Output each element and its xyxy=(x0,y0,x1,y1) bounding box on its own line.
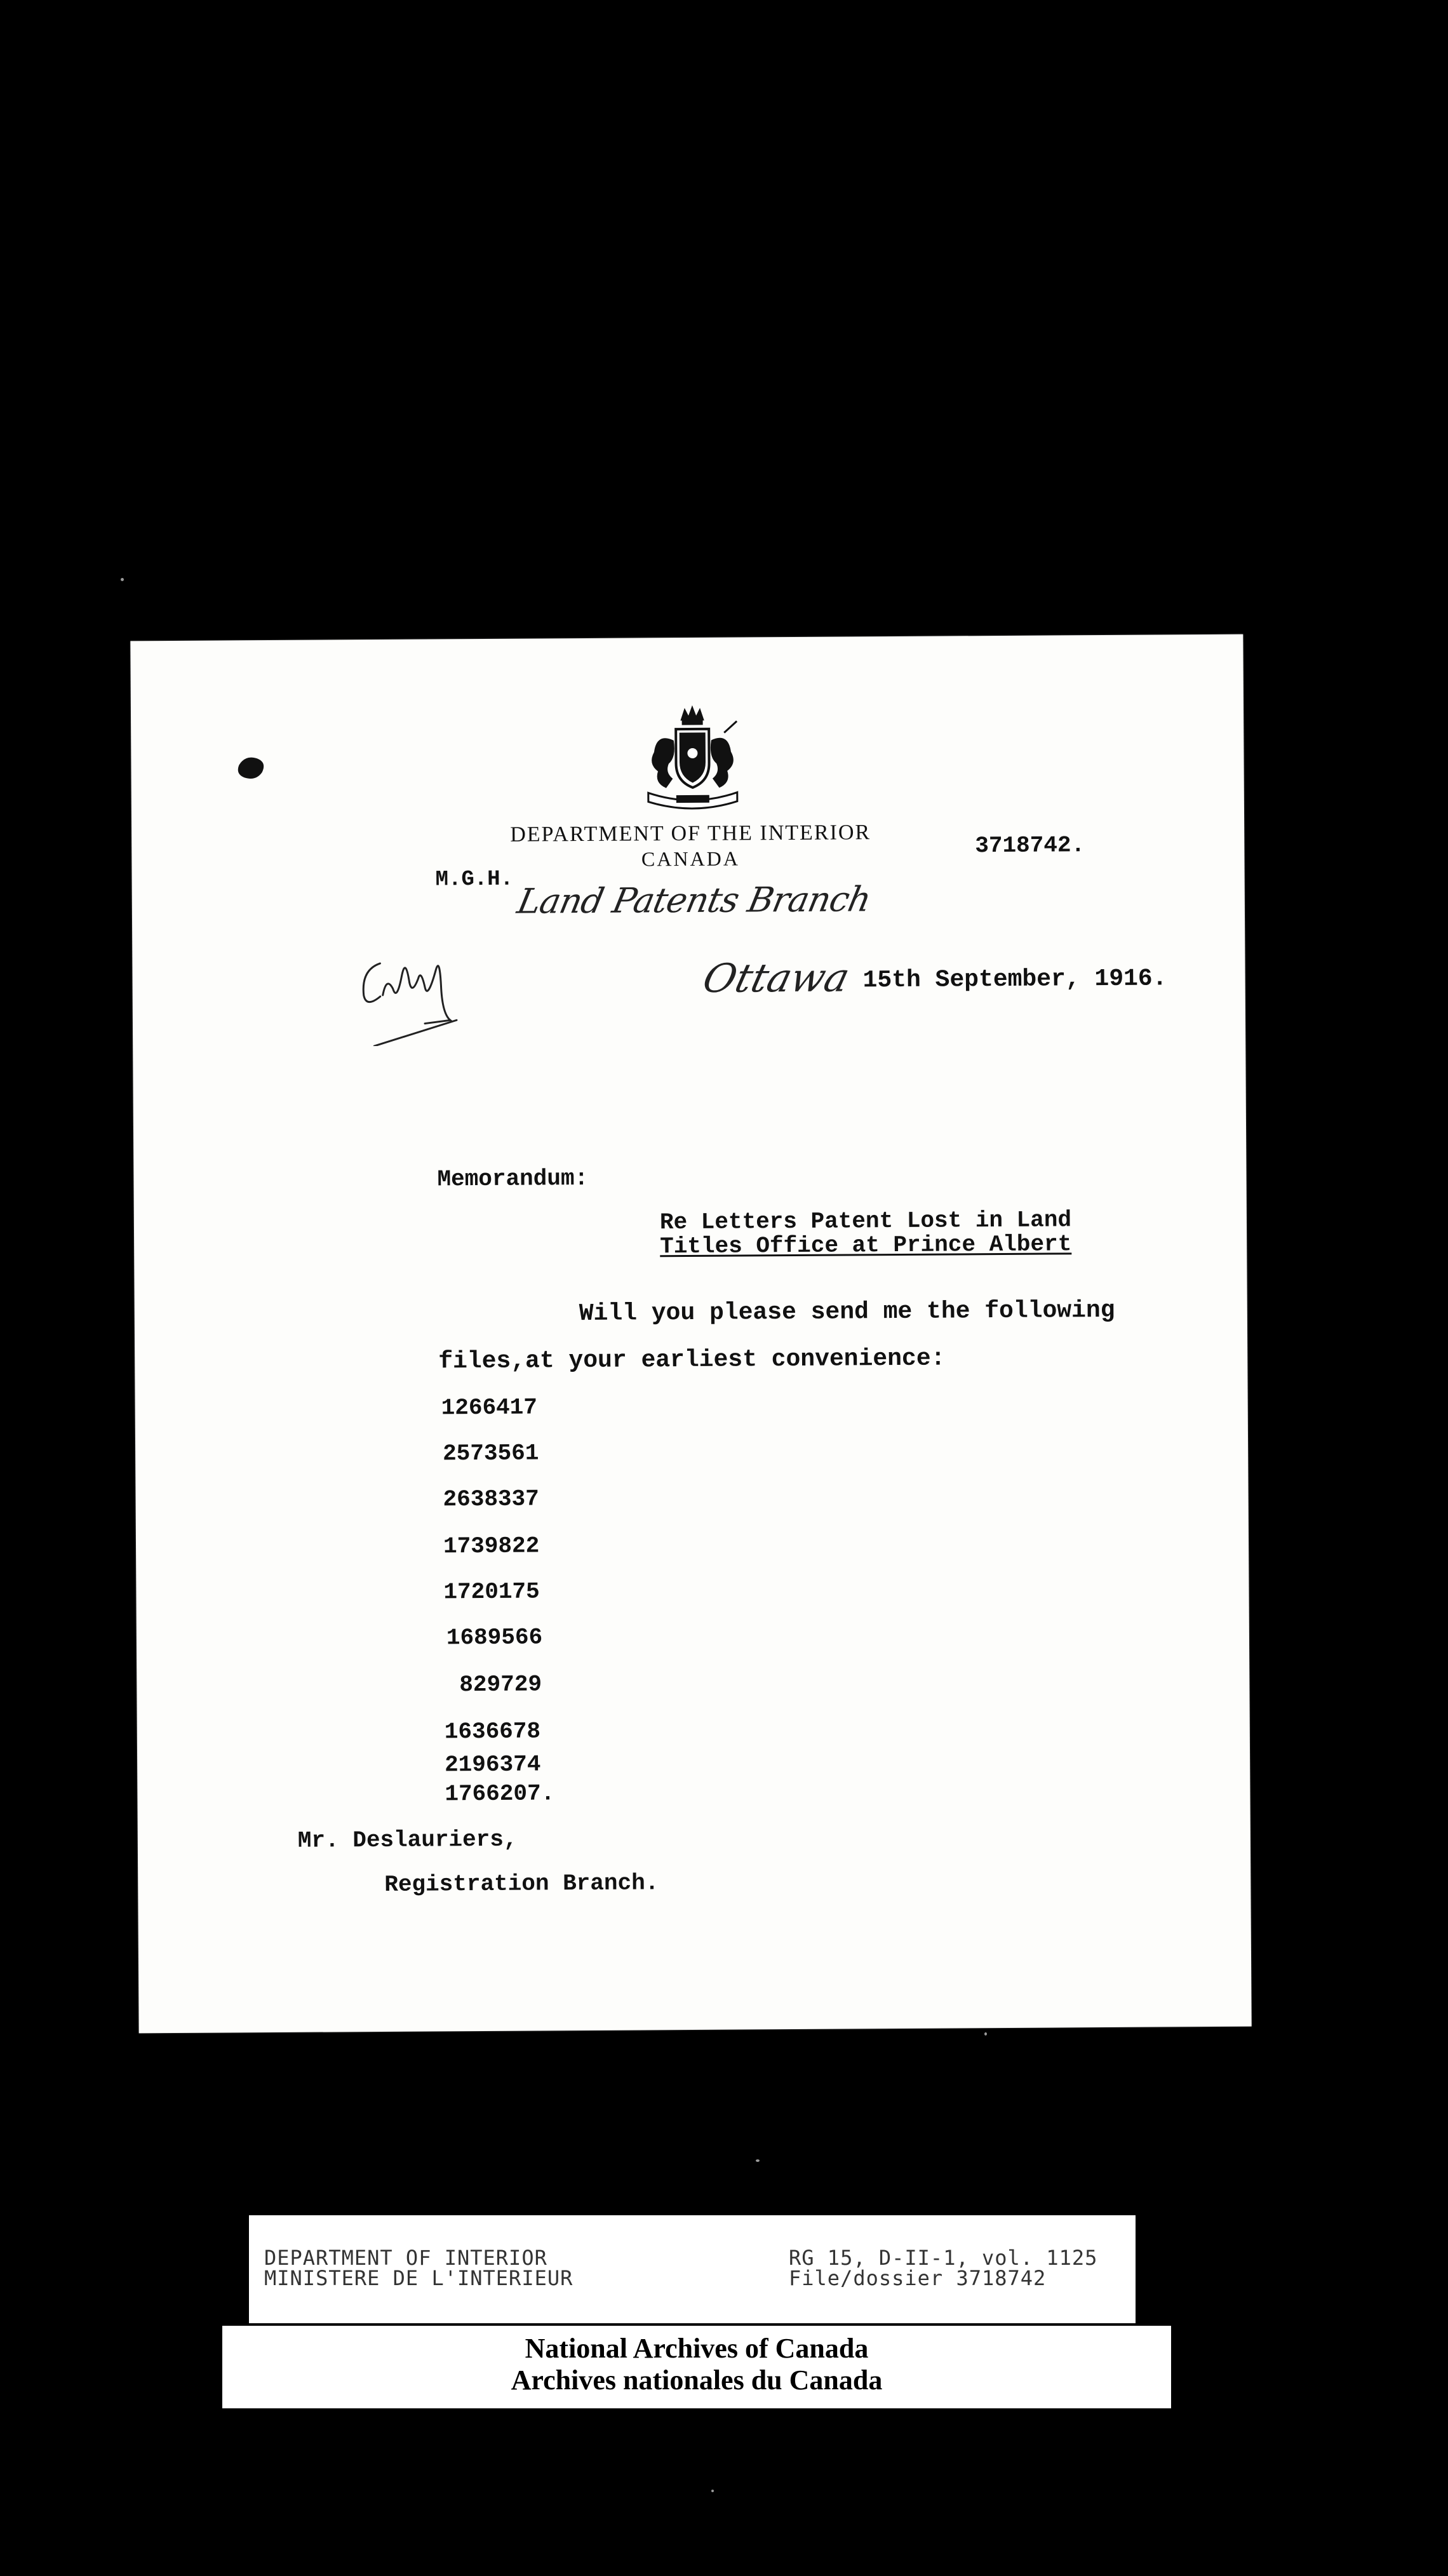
coat-of-arms-icon xyxy=(629,702,756,810)
scan-speck xyxy=(756,2159,760,2162)
body-line-1: Will you please send me the following xyxy=(579,1296,1115,1328)
file-number-item: 829729 xyxy=(459,1671,542,1698)
branch-name: Land Patents Branch xyxy=(514,879,875,922)
place-name: Ottawa xyxy=(698,954,855,1002)
file-number-item: 1689566 xyxy=(446,1624,543,1651)
body-line-2: files,at your earliest convenience: xyxy=(438,1345,946,1376)
addressee-department: Registration Branch. xyxy=(384,1870,659,1898)
file-number-item: 2638337 xyxy=(443,1486,539,1513)
letter-date: 15th September, 1916. xyxy=(862,965,1167,995)
scan-speck xyxy=(121,578,124,581)
handwritten-copy-mark xyxy=(354,950,469,1046)
reference-file-dossier: File/dossier 3718742 xyxy=(789,2266,1047,2290)
archives-name-fr: Archives nationales du Canada xyxy=(511,2365,883,2396)
department-country: CANADA xyxy=(641,847,740,871)
file-number-item: 1739822 xyxy=(443,1533,540,1560)
sender-initials: M.G.H. xyxy=(435,867,514,892)
reference-record-group: RG 15, D-II-1, vol. 1125 xyxy=(789,2246,1098,2270)
subject-line-2: Titles Office at Prince Albert xyxy=(660,1231,1072,1260)
file-number-item: 1766207. xyxy=(445,1780,555,1808)
memo-label: Memorandum: xyxy=(437,1165,589,1193)
file-number-item: 2573561 xyxy=(443,1440,539,1467)
subject-line-1: Re Letters Patent Lost in Land xyxy=(659,1207,1072,1236)
file-number-item: 1266417 xyxy=(441,1394,538,1421)
reference-department-en: DEPARTMENT OF INTERIOR xyxy=(264,2246,547,2270)
archive-reference-card xyxy=(249,2215,1136,2323)
archives-label xyxy=(222,2326,1171,2408)
letter-page xyxy=(130,634,1251,2034)
department-name: DEPARTMENT OF THE INTERIOR xyxy=(510,821,871,847)
file-number: 3718742. xyxy=(975,832,1085,859)
scan-speck xyxy=(984,2032,987,2036)
file-number-item: 1636678 xyxy=(444,1718,541,1745)
ink-blot xyxy=(232,752,271,784)
archives-name-en: National Archives of Canada xyxy=(525,2333,869,2364)
reference-department-fr: MINISTERE DE L'INTERIEUR xyxy=(264,2266,573,2290)
scan-speck xyxy=(711,2490,714,2492)
file-number-item: 2196374 xyxy=(445,1751,541,1778)
addressee-name: Mr. Deslauriers, xyxy=(297,1826,518,1854)
file-number-item: 1720175 xyxy=(443,1578,540,1606)
